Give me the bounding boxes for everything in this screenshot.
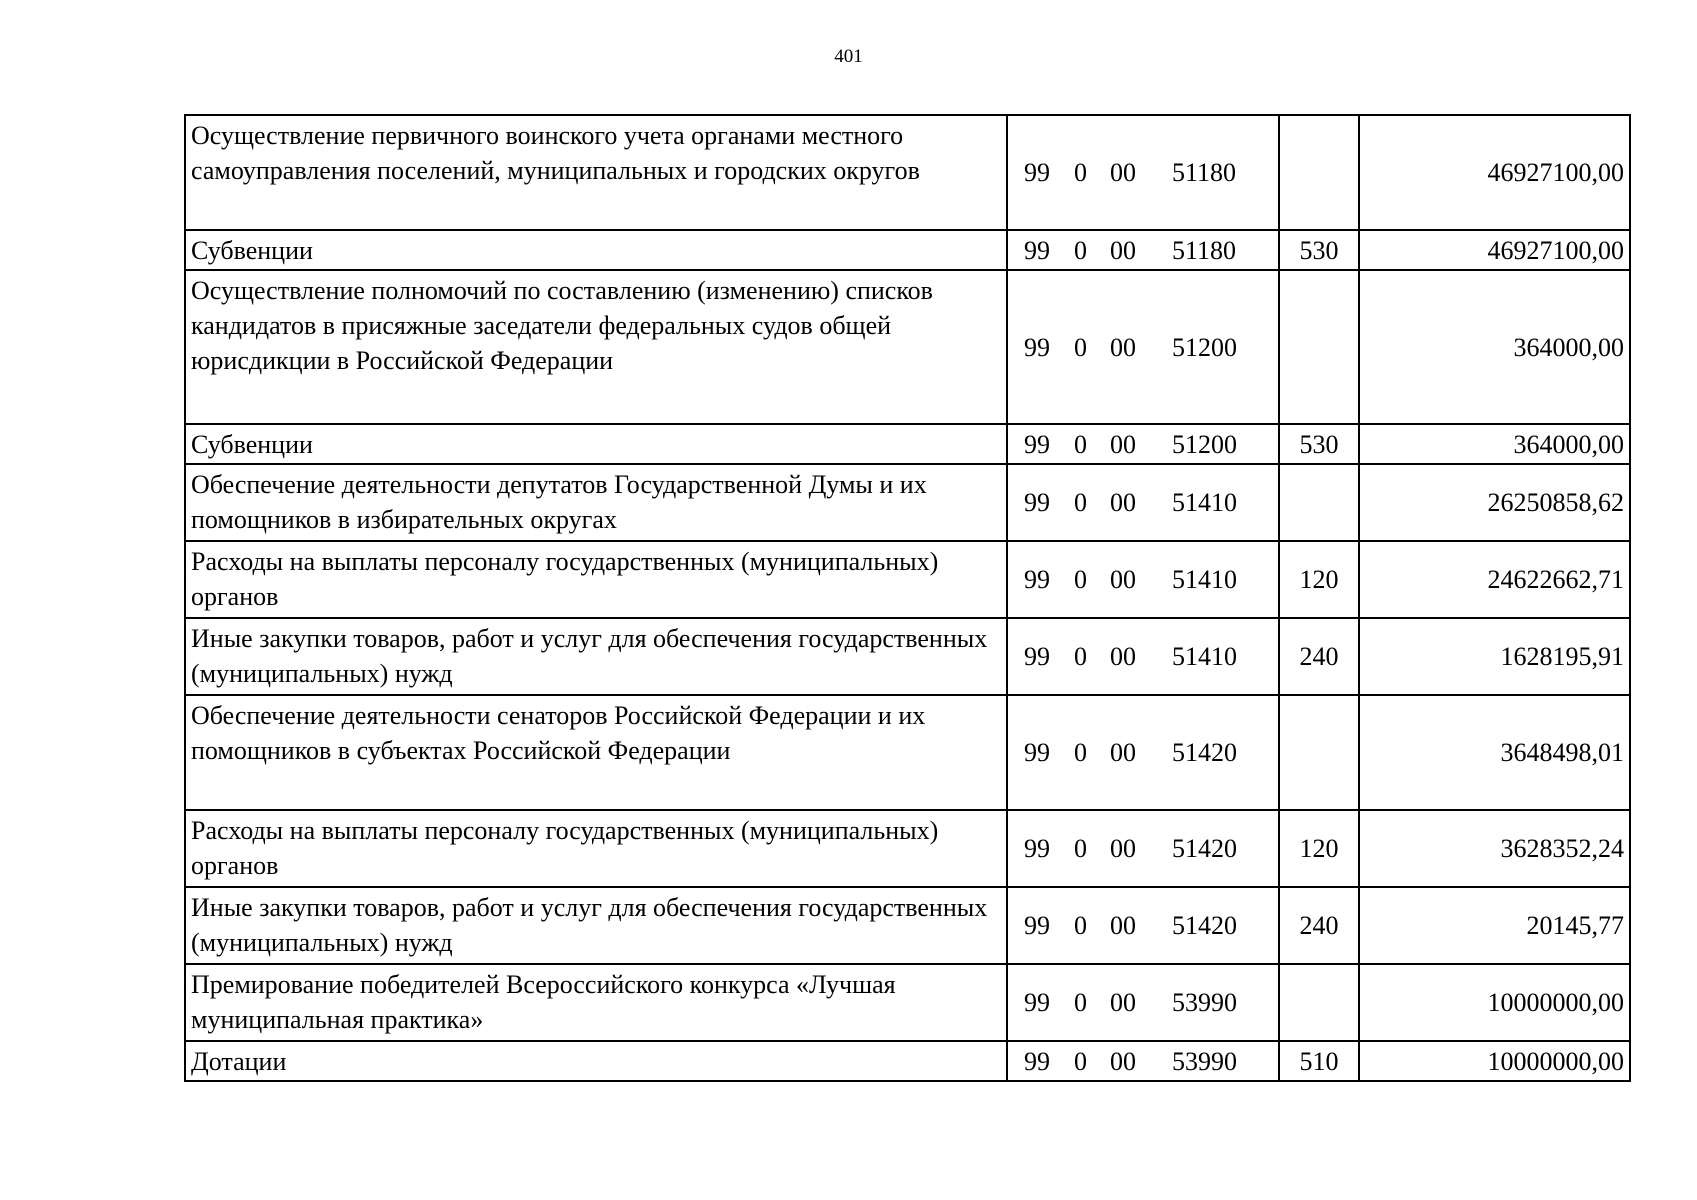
- code-event: 00: [1110, 1046, 1136, 1076]
- code-direction: 51410: [1172, 565, 1237, 594]
- code-event: 00: [1110, 488, 1136, 517]
- code-subprogram: 0: [1074, 429, 1087, 459]
- target-code: [1007, 618, 1279, 695]
- amount: 3648498,01: [1359, 695, 1630, 810]
- expense-name: Расходы на выплаты персоналу государственных (муниципальных) органов: [185, 810, 1007, 887]
- code-program: 99: [1024, 988, 1050, 1017]
- expense-name: Субвенции: [185, 424, 1007, 464]
- code-subprogram: 0: [1074, 565, 1087, 594]
- expense-name: Обеспечение деятельности депутатов Государственной Думы и их помощников в избирательных округах: [185, 464, 1007, 541]
- code-program: 99: [1024, 834, 1050, 863]
- expense-type: [1279, 115, 1359, 230]
- expense-type: 120: [1279, 810, 1359, 887]
- expense-name: Расходы на выплаты персоналу государственных (муниципальных) органов: [185, 541, 1007, 618]
- expense-type: 530: [1279, 424, 1359, 464]
- amount: 20145,77: [1359, 887, 1630, 964]
- expense-name: Премирование победителей Всероссийского конкурса «Лучшая муниципальная практика»: [185, 964, 1007, 1041]
- budget-table: [184, 114, 1631, 1082]
- code-subprogram: 0: [1074, 235, 1087, 265]
- code-subprogram: 0: [1074, 738, 1087, 767]
- code-program: 99: [1024, 565, 1050, 594]
- table-row: [185, 618, 1630, 695]
- table-row: [185, 464, 1630, 541]
- table-row: [185, 964, 1630, 1041]
- code-event: 00: [1110, 429, 1136, 459]
- expense-name: Иные закупки товаров, работ и услуг для обеспечения государственных (муниципальных) нужд: [185, 618, 1007, 695]
- code-direction: 53990: [1172, 988, 1237, 1017]
- target-code: [1007, 464, 1279, 541]
- target-code: [1007, 964, 1279, 1041]
- code-direction: 51420: [1172, 911, 1237, 940]
- amount: 1628195,91: [1359, 618, 1630, 695]
- code-subprogram: 0: [1074, 488, 1087, 517]
- amount: 24622662,71: [1359, 541, 1630, 618]
- amount: 10000000,00: [1359, 1041, 1630, 1081]
- expense-type: 510: [1279, 1041, 1359, 1081]
- code-program: 99: [1024, 158, 1050, 187]
- code-program: 99: [1024, 429, 1050, 459]
- code-event: 00: [1110, 642, 1136, 671]
- target-code: [1007, 115, 1279, 230]
- amount: 364000,00: [1359, 270, 1630, 424]
- expense-name: Субвенции: [185, 230, 1007, 270]
- amount: 46927100,00: [1359, 230, 1630, 270]
- amount: 46927100,00: [1359, 115, 1630, 230]
- code-direction: 51200: [1172, 429, 1237, 459]
- code-direction: 53990: [1172, 1046, 1237, 1076]
- code-subprogram: 0: [1074, 834, 1087, 863]
- code-direction: 51420: [1172, 834, 1237, 863]
- expense-name: Осуществление полномочий по составлению (изменению) списков кандидатов в присяжные заседатели федеральных судов общей юрисдикции в Российской Федерации: [185, 270, 1007, 424]
- code-program: 99: [1024, 332, 1050, 362]
- expense-name: Дотации: [185, 1041, 1007, 1081]
- code-subprogram: 0: [1074, 642, 1087, 671]
- expense-name: Осуществление первичного воинского учета органами местного самоуправления поселений, муниципальных и городских округов: [185, 115, 1007, 230]
- code-program: 99: [1024, 911, 1050, 940]
- code-direction: 51180: [1172, 158, 1237, 187]
- target-code: [1007, 230, 1279, 270]
- code-subprogram: 0: [1074, 988, 1087, 1017]
- target-code: [1007, 541, 1279, 618]
- target-code: [1007, 270, 1279, 424]
- expense-type: [1279, 464, 1359, 541]
- table-row: [185, 1041, 1630, 1081]
- table-row: [185, 695, 1630, 810]
- table-row: [185, 270, 1630, 424]
- code-direction: 51180: [1172, 235, 1237, 265]
- expense-name: Иные закупки товаров, работ и услуг для обеспечения государственных (муниципальных) нужд: [185, 887, 1007, 964]
- table-row: [185, 541, 1630, 618]
- code-program: 99: [1024, 1046, 1050, 1076]
- code-program: 99: [1024, 642, 1050, 671]
- code-event: 00: [1110, 911, 1136, 940]
- code-subprogram: 0: [1074, 332, 1087, 362]
- expense-type: 530: [1279, 230, 1359, 270]
- expense-type: [1279, 695, 1359, 810]
- table-row: [185, 810, 1630, 887]
- expense-type: 120: [1279, 541, 1359, 618]
- table-row: [185, 230, 1630, 270]
- code-direction: 51410: [1172, 642, 1237, 671]
- code-subprogram: 0: [1074, 911, 1087, 940]
- amount: 26250858,62: [1359, 464, 1630, 541]
- page-number: 401: [834, 46, 863, 67]
- table-row: [185, 424, 1630, 464]
- code-event: 00: [1110, 834, 1136, 863]
- code-event: 00: [1110, 565, 1136, 594]
- code-program: 99: [1024, 235, 1050, 265]
- expense-type: [1279, 964, 1359, 1041]
- code-direction: 51200: [1172, 332, 1237, 362]
- code-program: 99: [1024, 488, 1050, 517]
- code-direction: 51410: [1172, 488, 1237, 517]
- target-code: [1007, 695, 1279, 810]
- code-event: 00: [1110, 158, 1136, 187]
- target-code: [1007, 810, 1279, 887]
- code-event: 00: [1110, 332, 1136, 362]
- code-event: 00: [1110, 235, 1136, 265]
- target-code: [1007, 424, 1279, 464]
- code-direction: 51420: [1172, 738, 1237, 767]
- code-subprogram: 0: [1074, 158, 1087, 187]
- target-code: [1007, 887, 1279, 964]
- table-row: [185, 887, 1630, 964]
- expense-type: [1279, 270, 1359, 424]
- amount: 364000,00: [1359, 424, 1630, 464]
- amount: 10000000,00: [1359, 964, 1630, 1041]
- code-event: 00: [1110, 738, 1136, 767]
- expense-name: Обеспечение деятельности сенаторов Российской Федерации и их помощников в субъектах Российской Федерации: [185, 695, 1007, 810]
- code-event: 00: [1110, 988, 1136, 1017]
- target-code: [1007, 1041, 1279, 1081]
- code-subprogram: 0: [1074, 1046, 1087, 1076]
- code-program: 99: [1024, 738, 1050, 767]
- amount: 3628352,24: [1359, 810, 1630, 887]
- table-row: [185, 115, 1630, 230]
- expense-type: 240: [1279, 887, 1359, 964]
- expense-type: 240: [1279, 618, 1359, 695]
